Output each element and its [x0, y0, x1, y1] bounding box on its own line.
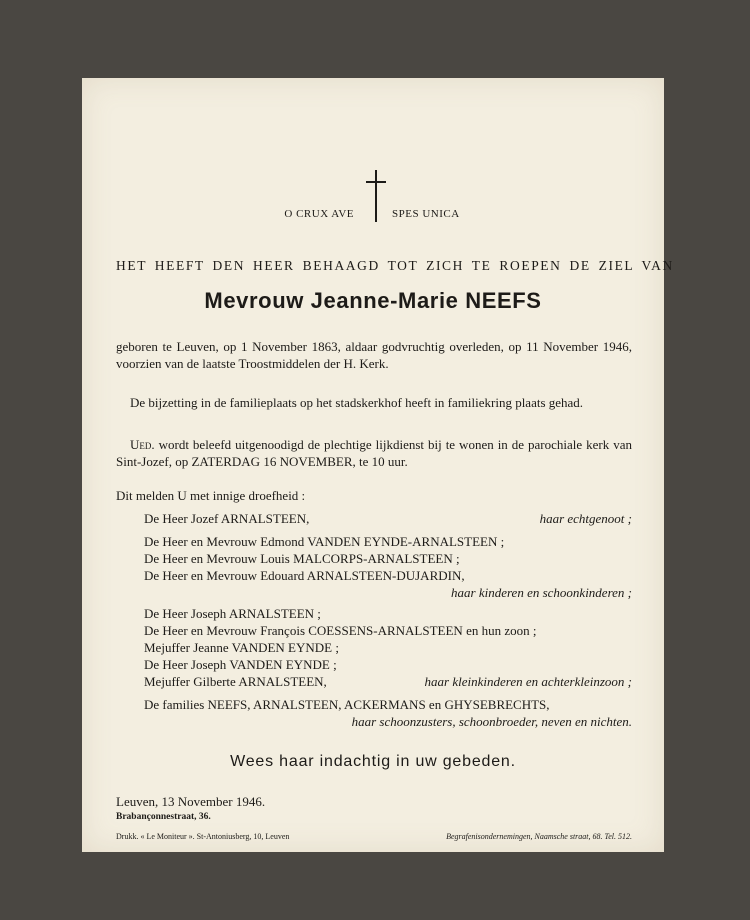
cross-header: [82, 170, 664, 230]
list-item: De Heer en Mevrouw François COESSENS-ARNALSTEEN en hun zoon ;: [144, 623, 537, 638]
memorial-card: [82, 78, 674, 852]
service-paragraph: [116, 436, 632, 470]
relation-text: haar schoonzusters, schoonbroeder, neven en nichten.: [351, 714, 632, 729]
deceased-name: Mevrouw Jeanne-Marie NEEFS: [204, 288, 542, 313]
list-item: De Heer Joseph VANDEN EYNDE ;: [144, 657, 337, 672]
list-item: Mejuffer Jeanne VANDEN EYNDE ;: [144, 640, 339, 655]
service-text: wordt beleefd uitgenoodigd de plechtige lijkdienst bij te wonen in de parochiale kerk van Sint-Jozef, op ZATERDAG 16 NOVEMBER, te 10 uur.: [116, 437, 632, 469]
mourner-text: De Heer Jozef ARNALSTEEN,: [144, 511, 310, 526]
list-item: De Heer Joseph ARNALSTEEN ;: [144, 606, 321, 621]
birth-death-paragraph: geboren te Leuven, op 1 November 1863, aldaar godvruchtig overleden, op 11 November 1946, voorzien van de laatste Troostmiddelen der H. Kerk.: [116, 339, 632, 371]
list-item: De Heer en Mevrouw Louis MALCORPS-ARNALSTEEN ;: [144, 551, 460, 566]
address: Brabançonnestraat, 36.: [116, 812, 211, 822]
list-item: De Heer en Mevrouw Edmond VANDEN EYNDE-ARNALSTEEN ;: [144, 534, 505, 549]
announcement-heading: HET HEEFT DEN HEER BEHAAGD TOT ZICH TE ROEPEN DE ZIEL VAN: [116, 258, 674, 273]
motto-right: SPES UNICA: [392, 208, 460, 220]
mourner-text: Mejuffer Gilberte ARNALSTEEN,: [144, 674, 327, 689]
relation-text: haar kinderen en schoonkinderen ;: [451, 585, 632, 600]
funeral-home-credit: Begrafenisondernemingen, Naamsche straat, 68. Tel. 512.: [446, 832, 632, 841]
mourners-intro: Dit melden U met innige droefheid :: [116, 488, 306, 503]
relation-text: haar kleinkinderen en achterkleinzoon ;: [424, 674, 632, 689]
motto-left: O CRUX AVE: [284, 208, 354, 220]
list-item: [144, 510, 632, 527]
ued-text: Ued.: [130, 437, 155, 452]
list-item: [144, 673, 632, 690]
printer-credit: Drukk. « Le Moniteur ». St-Antoniusberg, 10, Leuven: [116, 832, 290, 841]
list-item: De families NEEFS, ARNALSTEEN, ACKERMANS en GHYSEBRECHTS,: [144, 697, 550, 712]
burial-paragraph: De bijzetting in de familieplaats op het stadskerkhof heeft in familiekring plaats gehad.: [130, 395, 584, 410]
place-date: Leuven, 13 November 1946.: [116, 794, 266, 809]
cross-icon: [366, 170, 386, 222]
remembrance-line: Wees haar indachtig in uw gebeden.: [230, 753, 516, 770]
mourners-list: [144, 510, 632, 730]
relation-text: haar echtgenoot ;: [539, 511, 632, 526]
list-item: De Heer en Mevrouw Edouard ARNALSTEEN-DUJARDIN,: [144, 568, 465, 583]
